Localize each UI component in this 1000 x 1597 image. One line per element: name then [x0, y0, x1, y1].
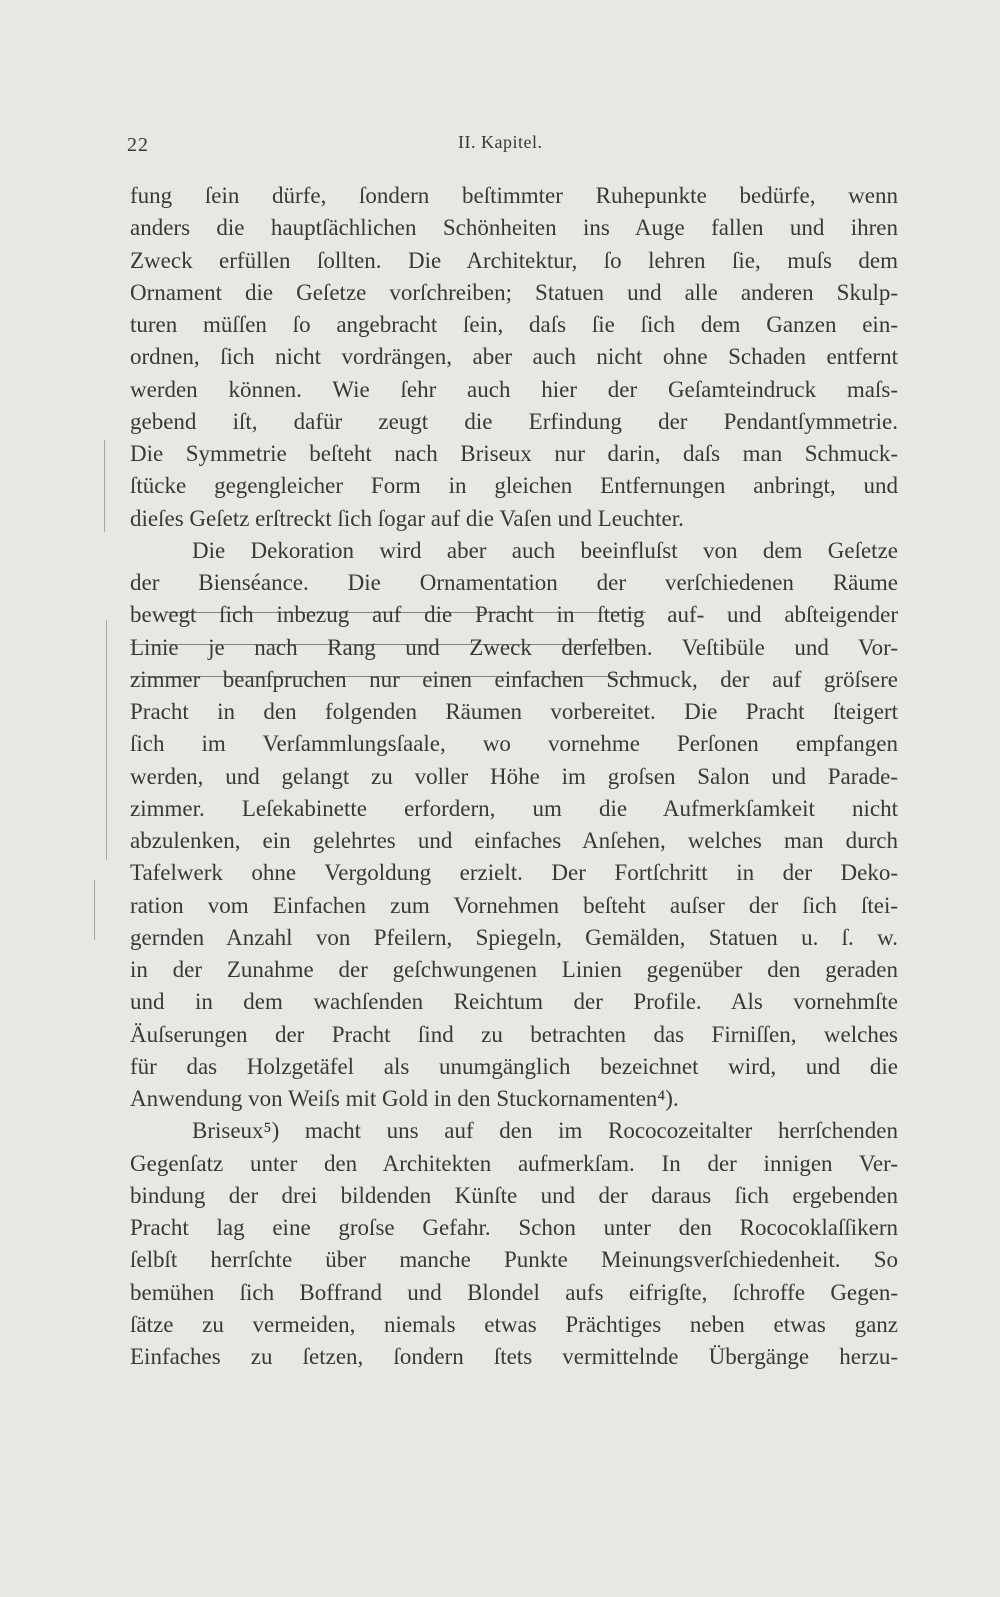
text-line: Einfaches zu ſetzen, ſondern ſtets vermittelnde Übergänge herzu- [130, 1344, 898, 1369]
text-line: gebend iſt, dafür zeugt die Erfindung der Pendantſymmetrie. [130, 408, 898, 434]
text-line: Pracht lag eine groſse Gefahr. Schon unter den Rococoklaſſikern [130, 1215, 898, 1240]
text-line: Pracht in den folgenden Räumen vorbereitet. Die Pracht ſteigert [130, 699, 898, 724]
text-line: turen müſſen ſo angebracht ſein, daſs ſie ſich dem Ganzen ein- [130, 312, 898, 337]
text-line: Ornament die Geſetze vorſchreiben; Statuen und alle anderen Skulp- [130, 279, 898, 305]
text-line: zimmer beanſpruchen nur einen einfachen Schmuck, der auf gröſsere [130, 666, 898, 692]
text-line: ſätze zu vermeiden, niemals etwas Prächtiges neben etwas ganz [130, 1311, 898, 1337]
page-header [0, 134, 1000, 164]
text-line: Briseux⁵) macht uns auf den im Rococozeitalter herrſchenden [192, 1118, 898, 1144]
text-line: Zweck erfüllen ſollten. Die Architektur, ſo lehren ſie, muſs dem [130, 247, 898, 273]
text-line: in der Zunahme der geſchwungenen Linien gegenüber den geraden [130, 957, 898, 982]
text-line: Linie je nach Rang und Zweck derſelben. Veſtibüle und Vor- [130, 634, 898, 660]
page-number: 22 [127, 134, 149, 156]
text-line: bemühen ſich Boffrand und Blondel aufs eifrigſte, ſchroffe Gegen- [130, 1279, 898, 1305]
text-line: ſelbſt herrſchte über manche Punkte Meinungsverſchiedenheit. So [130, 1247, 898, 1273]
text-line: Die Symmetrie beſteht nach Briseux nur darin, daſs man Schmuck- [130, 441, 898, 466]
text-line: Tafelwerk ohne Vergoldung erzielt. Der Fortſchritt in der Deko- [130, 860, 898, 886]
text-line: gernden Anzahl von Pfeilern, Spiegeln, Gemälden, Statuen u. ſ. w. [130, 924, 898, 950]
text-line: werden können. Wie ſehr auch hier der Geſamteindruck maſs- [130, 376, 898, 402]
text-line: ration vom Einfachen zum Vornehmen beſteht auſser der ſich ſtei- [130, 892, 898, 918]
pencil-margin-mark [104, 440, 105, 532]
text-line: abzulenken, ein gelehrtes und einfaches Anſehen, welches man durch [130, 828, 898, 853]
text-line: ſtücke gegengleicher Form in gleichen Entfernungen anbringt, und [130, 473, 898, 499]
text-line: bewegt ſich inbezug auf die Pracht in ſtetig auf- und abſteigender [130, 602, 898, 628]
text-line: ſich im Verſammlungsſaale, wo vornehme Perſonen empfangen [130, 731, 898, 757]
text-line: und in dem wachſenden Reichtum der Profile. Als vornehmſte [130, 989, 898, 1015]
text-line: zimmer. Leſekabinette erfordern, um die Aufmerkſamkeit nicht [130, 795, 898, 821]
pencil-margin-mark [94, 880, 95, 940]
body-text [130, 180, 898, 1373]
text-line: Anwendung von Weiſs mit Gold in den Stuckornamenten⁴). [130, 1086, 679, 1111]
text-line: ordnen, ſich nicht vordrängen, aber auch nicht ohne Schaden entfernt [130, 344, 898, 370]
text-line: Äuſserungen der Pracht ſind zu betrachten das Firniſſen, welches [130, 1021, 898, 1047]
text-line: für das Holzgetäfel als unumgänglich bezeichnet wird, und die [130, 1053, 898, 1079]
text-line: der Bienséance. Die Ornamentation der verſchiedenen Räume [130, 570, 898, 595]
text-line: Die Dekoration wird aber auch beeinfluſst von dem Geſetze [192, 537, 898, 563]
text-line: bindung der drei bildenden Künſte und der daraus ſich ergebenden [130, 1182, 898, 1208]
text-line: dieſes Geſetz erſtreckt ſich ſogar auf die Vaſen und Leuchter. [130, 505, 684, 531]
pencil-margin-mark [106, 620, 107, 860]
text-line: fung ſein dürfe, ſondern beſtimmter Ruhepunkte bedürfe, wenn [130, 183, 898, 208]
running-head: II. Kapitel. [458, 132, 543, 152]
text-line: werden, und gelangt zu voller Höhe im groſsen Salon und Parade- [130, 763, 898, 789]
text-line: Gegenſatz unter den Architekten aufmerkſam. In der innigen Ver- [130, 1150, 898, 1176]
text-line: anders die hauptſächlichen Schönheiten ins Auge fallen und ihren [130, 215, 898, 241]
